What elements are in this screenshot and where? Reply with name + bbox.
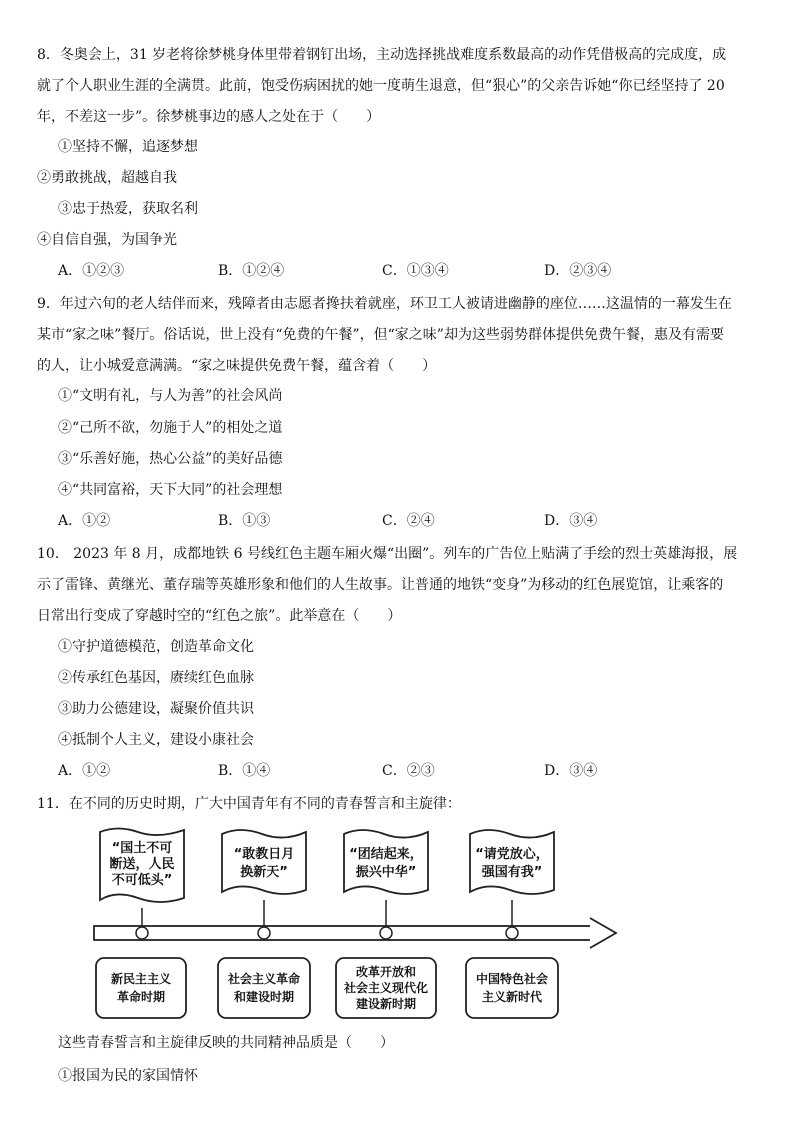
stem-line: 9．年过六旬的老人结伴而来，残障者由志愿者搀扶着就座，环卫工人被请进幽静的座位……这温情的一幕发生在 bbox=[37, 296, 732, 312]
period-box-4 bbox=[466, 958, 558, 1018]
slogan-line: 强国有我” bbox=[481, 865, 543, 880]
slogan-line: “请党放心， bbox=[475, 847, 549, 862]
option-3: ③忠于热爱，获取名利 bbox=[58, 201, 198, 217]
stem-line: 10． 2023 年 8 月，成都地铁 6 号线红色主题车厢火爆“出圈”。列车的广告位上贴满了手绘的烈士英雄海报，展 bbox=[37, 546, 738, 562]
answer-choices bbox=[58, 261, 758, 281]
question-10-stem bbox=[37, 539, 757, 632]
slogan-flag-2 bbox=[222, 830, 306, 939]
period-line: 主义新时代 bbox=[481, 990, 543, 1004]
choice-d[interactable]: D．③④ bbox=[544, 513, 598, 529]
option-1: ①守护道德模范，创造革命文化 bbox=[58, 639, 254, 655]
period-box-1 bbox=[96, 958, 186, 1018]
slogan-line: “敢教日月 bbox=[233, 847, 295, 862]
question-11-prompt: 这些青春誓言和主旋律反映的共同精神品质是（ ） bbox=[58, 1035, 394, 1051]
option-3: ③“乐善好施，热心公益”的美好品德 bbox=[58, 451, 283, 467]
choice-c[interactable]: C．②④ bbox=[382, 513, 435, 529]
stem-line: 年，不差这一步”。徐梦桃事边的感人之处在于（ ） bbox=[37, 109, 381, 125]
period-line: 新民主主义 bbox=[110, 972, 172, 986]
period-line: 社会主义革命 bbox=[227, 972, 301, 986]
option-1: ①坚持不懈，追逐梦想 bbox=[58, 139, 198, 155]
choice-d[interactable]: D．②③④ bbox=[544, 263, 612, 279]
question-8-stem bbox=[37, 40, 757, 133]
choice-a[interactable]: A．①② bbox=[58, 513, 111, 529]
period-line: 和建设时期 bbox=[233, 990, 295, 1004]
choice-a[interactable]: A．①②③ bbox=[58, 263, 125, 279]
option-4: ④自信自强，为国争光 bbox=[37, 232, 177, 248]
slogan-flag-3 bbox=[344, 830, 428, 939]
choice-c[interactable]: C．②③ bbox=[382, 763, 435, 779]
stem-line: 日常出行变成了穿越时空的“红色之旅”。此举意在（ ） bbox=[37, 608, 402, 624]
slogan-line: 不可低头” bbox=[111, 873, 173, 888]
slogan-flag-4 bbox=[470, 830, 554, 939]
question-9-stem bbox=[37, 289, 757, 382]
youth-timeline-diagram bbox=[88, 820, 620, 1025]
stem-line: 某市“家之味”餐厅。俗话说，世上没有“免费的午餐”，但“家之味”却为这些弱势群体提供免费午餐，惠及有需要 bbox=[37, 327, 724, 343]
slogan-line: 振兴中华” bbox=[355, 865, 417, 880]
period-line: 社会主义现代化 bbox=[343, 981, 429, 995]
answer-choices bbox=[58, 511, 758, 531]
period-line: 改革开放和 bbox=[355, 965, 417, 979]
option-2: ②传承红色基因，赓续红色血脉 bbox=[58, 670, 254, 686]
choice-a[interactable]: A．①② bbox=[58, 763, 111, 779]
period-line: 革命时期 bbox=[116, 990, 166, 1004]
choice-b[interactable]: B．①④ bbox=[218, 763, 271, 779]
option-1: ①报国为民的家国情怀 bbox=[58, 1068, 198, 1084]
option-4: ④“共同富裕，天下大同”的社会理想 bbox=[58, 482, 283, 498]
period-line: 建设新时期 bbox=[355, 997, 417, 1011]
stem-line: 的人，让小城爱意满满。“家之味提供免费午餐，蕴含着（ ） bbox=[37, 358, 437, 374]
choice-b[interactable]: B．①②④ bbox=[218, 263, 285, 279]
stem-line: 就了个人职业生涯的全满贯。此前，饱受伤病困扰的她一度萌生退意，但“狠心”的父亲告诉她“你已经坚持了 20 bbox=[37, 78, 725, 94]
answer-choices bbox=[58, 761, 758, 781]
option-1: ①“文明有礼，与人为善”的社会风尚 bbox=[58, 388, 283, 404]
slogan-flag-1 bbox=[100, 829, 184, 940]
stem-line: 8．冬奥会上，31 岁老将徐梦桃身体里带着钢钉出场，主动选择挑战难度系数最高的动作凭借极高的完成度，成 bbox=[37, 47, 727, 63]
option-3: ③助力公德建设，凝聚价值共识 bbox=[58, 701, 254, 717]
option-2: ②勇敢挑战，超越自我 bbox=[37, 170, 177, 186]
stem-line: 示了雷锋、黄继光、董存瑞等英雄形象和他们的人生故事。让普通的地铁“变身”为移动的红色展览馆，让乘客的 bbox=[37, 577, 724, 593]
period-line: 中国特色社会 bbox=[475, 972, 549, 986]
timeline-arrow bbox=[94, 918, 616, 948]
choice-b[interactable]: B．①③ bbox=[218, 513, 271, 529]
slogan-line: 换新天” bbox=[240, 865, 288, 880]
question-11-stem: 11．在不同的历史时期，广大中国青年有不同的青春誓言和主旋律： bbox=[37, 796, 461, 812]
slogan-line: 断送，人民 bbox=[109, 857, 175, 872]
slogan-line: “国土不可 bbox=[111, 841, 173, 856]
option-4: ④抵制个人主义，建设小康社会 bbox=[58, 732, 254, 748]
choice-c[interactable]: C．①③④ bbox=[382, 263, 449, 279]
slogan-line: “团结起来， bbox=[349, 847, 423, 862]
option-2: ②“己所不欲，勿施于人”的相处之道 bbox=[58, 420, 283, 436]
period-box-3 bbox=[336, 958, 436, 1018]
period-box-2 bbox=[218, 958, 310, 1018]
choice-d[interactable]: D．③④ bbox=[544, 763, 598, 779]
